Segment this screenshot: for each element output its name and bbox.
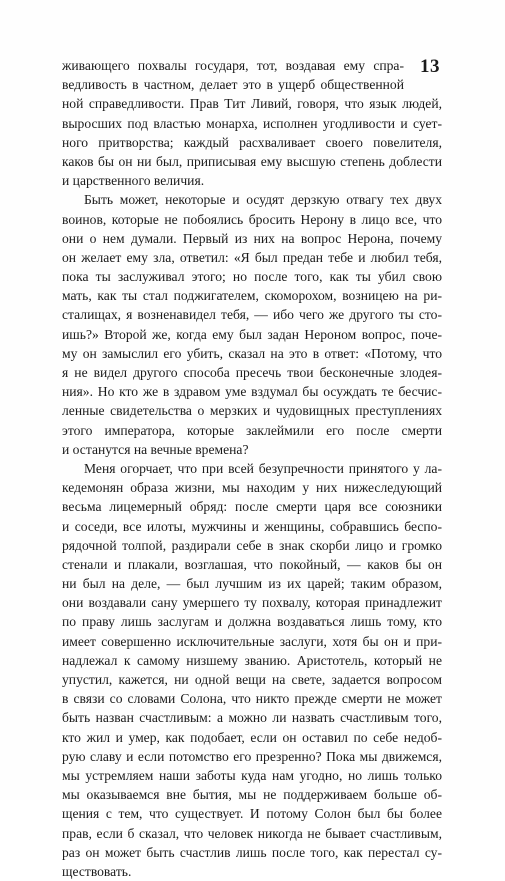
text-line: он желает ему зла, ответил: «Я был предан тебе и любил тебя, bbox=[62, 249, 442, 265]
text-line: ишь?» Второй же, когда ему был задан Нероном вопрос, поче- bbox=[62, 326, 442, 342]
text-line: мать, как ты стал поджигателем, скоморохом, возницею на ри- bbox=[62, 288, 442, 304]
text-line: они воздавали сану умершего ту похвалу, которая принадлежит bbox=[62, 595, 442, 611]
text-line: раз он может быть счастлив лишь после того, как перестал су- bbox=[62, 844, 442, 860]
text-line: кто жил и умер, как подобает, если он оставил по себе недоб- bbox=[62, 729, 442, 745]
text-line: имеет совершенно исключительные заслуги, хотя бы он и при- bbox=[62, 633, 442, 649]
body-text bbox=[62, 56, 442, 881]
text-line: мы устремляем наши заботы куда нам угодно, но лишь только bbox=[62, 767, 442, 783]
text-line: ни был на деле, — был лучшим из их царей; таким образом, bbox=[62, 576, 442, 592]
text-line: ния». Но кто же в здравом уме вздумал бы осуждать те бесчис- bbox=[62, 384, 442, 400]
text-line: Меня огорчает, что при всей безупречности принятого у ла- bbox=[84, 460, 442, 476]
text-line: ществовать. bbox=[62, 863, 132, 879]
text-line: надлежал к самому низшему званию. Аристотель, который не bbox=[62, 652, 442, 668]
text-line: рядочной толпой, раздирали себе в знак скорби лицо и громко bbox=[62, 537, 442, 553]
page-number: 13 bbox=[420, 56, 440, 77]
text-line: и царственного величия. bbox=[62, 173, 205, 189]
text-line: ной справедливости. Прав Тит Ливий, говоря, что язык людей, bbox=[62, 96, 442, 112]
text-line: быть назван счастливым: а можно ли назвать счастливым того, bbox=[62, 710, 442, 726]
text-line: и останутся на вечные времена? bbox=[62, 441, 249, 457]
text-line: в связи со словами Солона, что никто прежде смерти не может bbox=[62, 691, 442, 707]
text-line: упустил, кажется, ни одной вещи на свете, задается вопросом bbox=[62, 672, 442, 687]
text-line: я не видел другого способа пресечь твои бесконечные злодея- bbox=[62, 365, 442, 380]
text-line: стенали и плакали, возглашая, что покойный, — каков бы он bbox=[62, 556, 442, 572]
text-line: пока ты заслуживал этого; но после того, как ты убил свою bbox=[62, 269, 442, 285]
text-line: ведливость в частном, делает это в ущерб общественной bbox=[62, 77, 404, 93]
text-line: му он замыслил его убить, сказал на это в ответ: «Потому, что bbox=[62, 345, 442, 361]
text-line: этого императора, которые заклеймили его после смерти bbox=[62, 422, 442, 438]
text-line: щения с тем, что существует. И потому Солон был бы более bbox=[62, 806, 442, 822]
text-line: сталищах, я возненавидел тебя, — ибо чего же другого ты сто- bbox=[62, 307, 442, 323]
text-line: ного притворства; каждый расхваливает своего повелителя, bbox=[62, 134, 442, 150]
text-line: каков бы он ни был, приписывая ему высшую степень доблести bbox=[62, 153, 442, 169]
text-line: и соседи, все илоты, мужчины и женщины, собравшись беспо- bbox=[62, 518, 442, 534]
text-line: кедемонян образа жизни, мы находим у них нижеследующий bbox=[62, 480, 442, 496]
text-line: весьма лицемерный обряд: после смерти царя все союзники bbox=[62, 499, 442, 515]
text-line: выросших под властью монарха, исполнен угодливости и сует- bbox=[62, 115, 442, 131]
text-line: воинов, которые не побоялись бросить Нерону в лицо все, что bbox=[62, 211, 442, 227]
text-line: живающего похвалы государя, тот, воздавая ему спра- bbox=[62, 58, 404, 73]
text-line: по праву лишь заслугам и должна воздаваться лишь тому, кто bbox=[62, 614, 442, 630]
text-line: они о нем думали. Первый из них на вопрос Нерона, почему bbox=[62, 230, 442, 246]
text-line: мы оказываемся вне бытия, мы не поддерживаем больше об- bbox=[62, 787, 442, 803]
text-line: Быть может, некоторые и осудят дерзкую отвагу тех двух bbox=[84, 192, 442, 208]
text-line: ленные свидетельства о мерзких и чудовищных преступлениях bbox=[62, 403, 442, 419]
text-line: прав, если б сказал, что человек никогда не бывает счастливым, bbox=[62, 825, 442, 841]
text-line: рую славу и если потомство его презренно? Пока мы движемся, bbox=[62, 748, 442, 764]
